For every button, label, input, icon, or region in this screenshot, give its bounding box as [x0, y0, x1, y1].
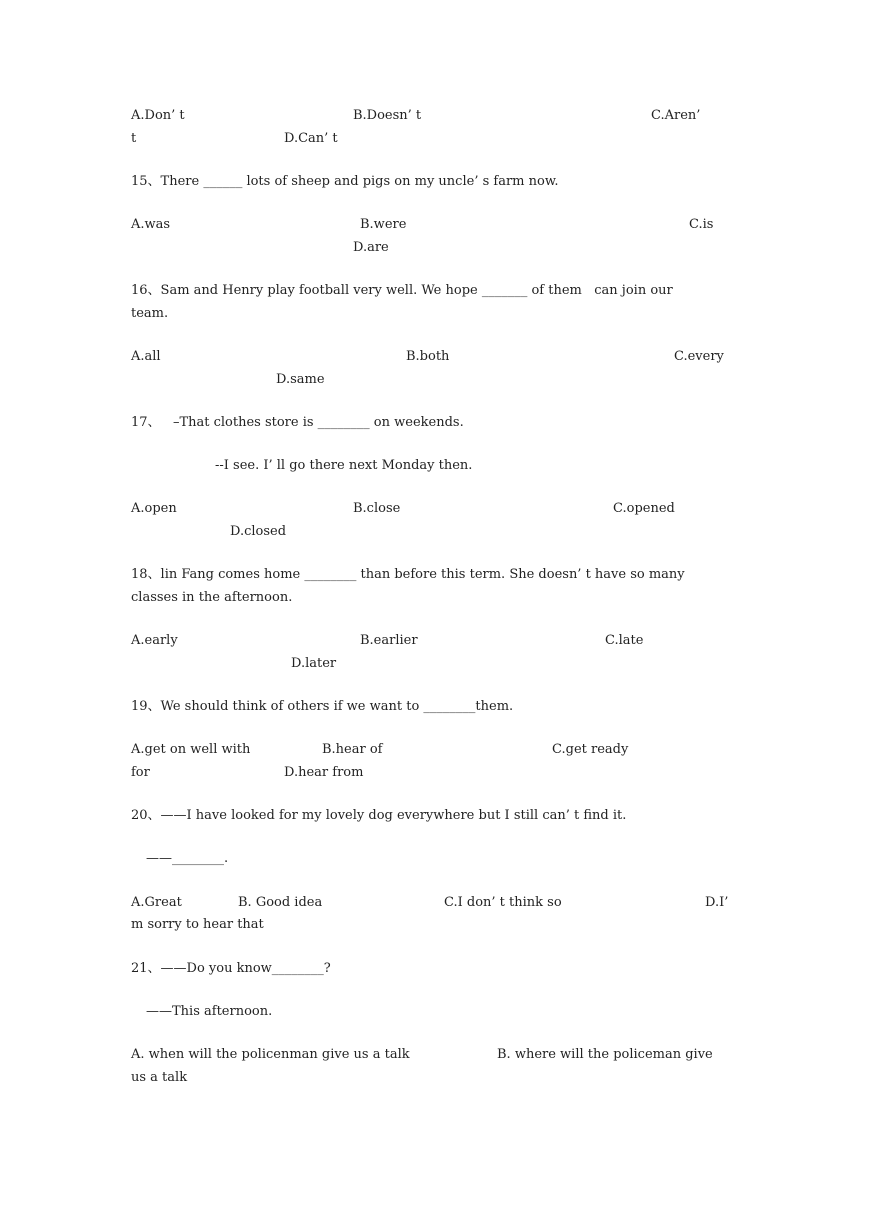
q19-option-a: A.get on well with	[131, 742, 251, 757]
q14-option-a: A.Don’ t	[131, 108, 185, 123]
q21-stem: 21、——Do you know________?	[131, 961, 331, 976]
q21-option-a: A. when will the policenman give us a talk	[131, 1047, 410, 1062]
q20-option-b: B. Good idea	[238, 895, 323, 910]
q17-option-d: D.closed	[230, 524, 287, 539]
q18-option-d: D.later	[291, 656, 337, 671]
q15-option-d: D.are	[353, 240, 389, 255]
q19-option-d: D.hear from	[284, 765, 364, 780]
q16-option-a: A.all	[131, 349, 161, 364]
q15-option-b: B.were	[360, 217, 407, 232]
q20-option-d: D.I’	[705, 895, 729, 910]
q14-option-d: D.Can’ t	[284, 131, 338, 146]
q18-option-b: B.earlier	[360, 633, 418, 648]
q20-reply: ——________.	[146, 851, 229, 866]
q17-option-a: A.open	[131, 501, 177, 516]
q14-option-c-wrap: t	[131, 131, 137, 146]
q18-stem-line2: classes in the afternoon.	[131, 590, 293, 605]
q19-stem: 19、We should think of others if we want to ________them.	[131, 699, 514, 714]
q17-reply: --I see. I’ ll go there next Monday then.	[215, 458, 473, 473]
q20-option-c: C.I don’ t think so	[444, 895, 562, 910]
q16-option-d: D.same	[276, 372, 325, 387]
q14-option-c: C.Aren’	[651, 108, 701, 123]
q21-reply: ——This afternoon.	[146, 1004, 273, 1019]
q15-stem: 15、There ______ lots of sheep and pigs on my uncle’ s farm now.	[131, 174, 559, 189]
q17-stem: 17、 –That clothes store is ________ on weekends.	[131, 415, 464, 430]
q20-option-d-wrap: m sorry to hear that	[131, 917, 264, 932]
q21-option-b: B. where will the policeman give	[497, 1047, 713, 1062]
q16-option-c: C.every	[674, 349, 724, 364]
q19-option-b: B.hear of	[322, 742, 383, 757]
q19-option-c-wrap: for	[131, 765, 150, 780]
q18-stem-line1: 18、lin Fang comes home ________ than before this term. She doesn’ t have so many	[131, 567, 685, 582]
q15-option-c: C.is	[689, 217, 714, 232]
q20-option-a: A.Great	[131, 895, 182, 910]
q18-option-a: A.early	[131, 633, 178, 648]
q17-option-b: B.close	[353, 501, 401, 516]
q21-option-b-wrap: us a talk	[131, 1070, 188, 1085]
q16-option-b: B.both	[406, 349, 450, 364]
q19-option-c: C.get ready	[552, 742, 629, 757]
q15-option-a: A.was	[131, 217, 171, 232]
q16-stem-line1: 16、Sam and Henry play football very well. We hope _______ of them can join our	[131, 283, 673, 298]
q18-option-c: C.late	[605, 633, 644, 648]
q17-option-c: C.opened	[613, 501, 675, 516]
q14-option-b: B.Doesn’ t	[353, 108, 422, 123]
q16-stem-line2: team.	[131, 306, 169, 321]
q20-stem: 20、——I have looked for my lovely dog everywhere but I still can’ t find it.	[131, 808, 627, 823]
